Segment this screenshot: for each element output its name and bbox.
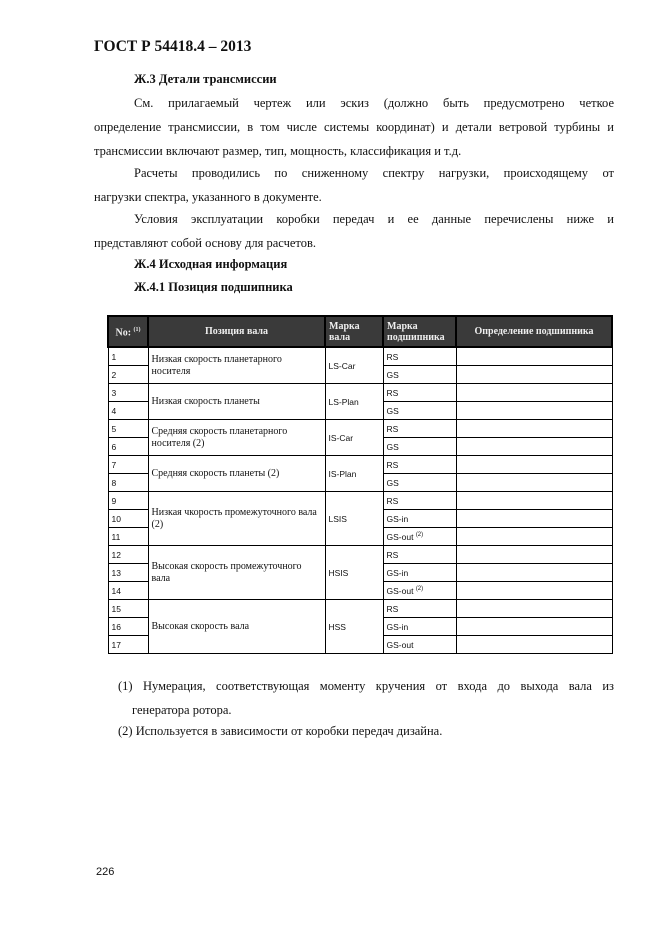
- cell-bearing-mark: [383, 474, 456, 492]
- cell-bearing-definition[interactable]: [456, 618, 612, 636]
- cell-shaft-mark: HSS: [325, 600, 383, 654]
- cell-shaft-mark: LS-Car: [325, 347, 383, 384]
- cell-bearing-mark: [383, 636, 456, 654]
- cell-shaft-position: Средняя скорость планеты (2): [148, 456, 325, 492]
- cell-bearing-mark: [383, 492, 456, 510]
- footnote-2: (2) Используется в зависимости от коробки передач дизайна.: [118, 724, 443, 738]
- cell-number: 1: [108, 347, 148, 366]
- bearing-mark-text: GS: [386, 441, 399, 452]
- bearing-mark-text: GS: [386, 477, 399, 488]
- cell-number: 5: [108, 420, 148, 438]
- paragraph-2: [94, 161, 614, 209]
- cell-shaft-mark: IS-Car: [325, 420, 383, 456]
- cell-bearing-mark: [383, 420, 456, 438]
- table-row: [108, 384, 612, 402]
- cell-bearing-definition[interactable]: [456, 402, 612, 420]
- footnote-1-line-2: генератора ротора.: [132, 703, 232, 717]
- cell-bearing-mark: [383, 438, 456, 456]
- cell-shaft-position: Низкая скорость планеты: [148, 384, 325, 420]
- cell-bearing-definition[interactable]: [456, 347, 612, 366]
- bearing-footnote-ref: (2): [415, 585, 424, 592]
- cell-number: 16: [108, 618, 148, 636]
- cell-number: 17: [108, 636, 148, 654]
- paragraph-1: [94, 91, 614, 163]
- header-no-footnote: (1): [133, 326, 141, 333]
- bearing-mark-text: GS-out: [386, 531, 414, 542]
- cell-number: 14: [108, 582, 148, 600]
- cell-shaft-position: Низкая чкорость промежуточного вала (2): [148, 492, 325, 546]
- cell-bearing-definition[interactable]: [456, 582, 612, 600]
- header-bearing-definition: Определение подшипника: [456, 316, 612, 347]
- bearing-mark-text: GS-in: [386, 567, 409, 578]
- bearing-mark-text: GS-out: [386, 585, 414, 596]
- paragraph-line: представляют собой основу для расчетов.: [94, 236, 316, 250]
- bearing-mark-text: RS: [386, 387, 399, 398]
- header-shaft-position: Позиция вала: [148, 316, 325, 347]
- cell-number: 2: [108, 366, 148, 384]
- cell-bearing-mark: [383, 546, 456, 564]
- cell-bearing-definition[interactable]: [456, 474, 612, 492]
- bearing-mark-text: RS: [386, 495, 399, 506]
- cell-bearing-definition[interactable]: [456, 420, 612, 438]
- cell-shaft-mark: LSIS: [325, 492, 383, 546]
- cell-shaft-position: Низкая скорость планетарного носителя: [148, 347, 325, 384]
- cell-number: 10: [108, 510, 148, 528]
- cell-number: 12: [108, 546, 148, 564]
- paragraph-line: Условия эксплуатации коробки передач и ее данные перечислены ниже и: [134, 212, 614, 226]
- table-row: [108, 420, 612, 438]
- cell-bearing-mark: [383, 347, 456, 366]
- paragraph-line: трансмиссии включают размер, тип, мощность, классификация и т.д.: [94, 144, 462, 158]
- cell-shaft-mark: LS-Plan: [325, 384, 383, 420]
- header-shaft-mark: Марка вала: [325, 316, 383, 347]
- bearing-mark-text: GS-in: [386, 621, 409, 632]
- cell-bearing-definition[interactable]: [456, 564, 612, 582]
- cell-bearing-definition[interactable]: [456, 510, 612, 528]
- cell-bearing-definition[interactable]: [456, 492, 612, 510]
- footnote-1-line-1: (1) Нумерация, соответствующая моменту кручения от входа до выхода вала из: [118, 679, 614, 693]
- header-no: [108, 316, 148, 347]
- bearing-mark-text: GS: [386, 369, 399, 380]
- subsection-title-j41: Ж.4.1 Позиция подшипника: [134, 280, 293, 294]
- cell-number: 11: [108, 528, 148, 546]
- cell-bearing-definition[interactable]: [456, 546, 612, 564]
- cell-number: 9: [108, 492, 148, 510]
- bearing-mark-text: RS: [386, 603, 399, 614]
- cell-bearing-definition[interactable]: [456, 456, 612, 474]
- cell-bearing-mark: [383, 402, 456, 420]
- cell-bearing-definition[interactable]: [456, 528, 612, 546]
- table-row: [108, 600, 612, 618]
- cell-number: 7: [108, 456, 148, 474]
- table-row: [108, 546, 612, 564]
- document-header: ГОСТ Р 54418.4 – 2013: [94, 38, 252, 55]
- bearing-mark-text: RS: [386, 351, 399, 362]
- cell-number: 13: [108, 564, 148, 582]
- cell-bearing-definition[interactable]: [456, 366, 612, 384]
- cell-bearing-definition[interactable]: [456, 636, 612, 654]
- cell-number: 8: [108, 474, 148, 492]
- cell-bearing-definition[interactable]: [456, 384, 612, 402]
- cell-bearing-mark: [383, 618, 456, 636]
- cell-number: 6: [108, 438, 148, 456]
- cell-shaft-position: Средняя скорость планетарного носителя (2): [148, 420, 325, 456]
- header-no-label: No:: [115, 327, 132, 339]
- cell-bearing-mark: [383, 564, 456, 582]
- cell-bearing-mark: [383, 582, 456, 600]
- footnote-1: [118, 674, 614, 722]
- bearing-mark-text: RS: [386, 459, 399, 470]
- cell-bearing-mark: [383, 528, 456, 546]
- page-number: 226: [96, 866, 115, 878]
- section-title-j3: Ж.3 Детали трансмиссии: [134, 72, 277, 86]
- paragraph-3: [94, 207, 614, 255]
- bearing-footnote-ref: (2): [415, 531, 424, 538]
- cell-bearing-mark: [383, 456, 456, 474]
- paragraph-line: См. прилагаемый чертеж или эскиз (должно быть предусмотрено четкое: [134, 96, 614, 110]
- bearing-mark-text: GS-out: [386, 639, 414, 650]
- bearing-position-table: [107, 315, 613, 654]
- cell-shaft-mark: IS-Plan: [325, 456, 383, 492]
- paragraph-line: нагрузки спектра, указанного в документе.: [94, 190, 322, 204]
- paragraph-line: определение трансмиссии, в том числе системы координат) и детали ветровой турбины и: [94, 120, 614, 134]
- paragraph-line: Расчеты проводились по сниженному спектру нагрузки, происходящему от: [134, 166, 614, 180]
- cell-bearing-mark: [383, 600, 456, 618]
- bearing-mark-text: GS-in: [386, 513, 409, 524]
- cell-number: 4: [108, 402, 148, 420]
- bearing-mark-text: RS: [386, 423, 399, 434]
- bearing-mark-text: GS: [386, 405, 399, 416]
- table-row: [108, 347, 612, 366]
- cell-number: 15: [108, 600, 148, 618]
- bearing-mark-text: RS: [386, 549, 399, 560]
- cell-bearing-definition[interactable]: [456, 600, 612, 618]
- section-title-j4: Ж.4 Исходная информация: [134, 257, 288, 271]
- cell-bearing-mark: [383, 366, 456, 384]
- table-row: [108, 456, 612, 474]
- table-header-row: [108, 316, 612, 347]
- cell-shaft-position: Высокая скорость вала: [148, 600, 325, 654]
- cell-bearing-mark: [383, 384, 456, 402]
- cell-shaft-mark: HSIS: [325, 546, 383, 600]
- cell-bearing-mark: [383, 510, 456, 528]
- cell-number: 3: [108, 384, 148, 402]
- cell-shaft-position: Высокая скорость промежуточного вала: [148, 546, 325, 600]
- header-bearing-mark: Марка подшипника: [383, 316, 456, 347]
- table-row: [108, 492, 612, 510]
- cell-bearing-definition[interactable]: [456, 438, 612, 456]
